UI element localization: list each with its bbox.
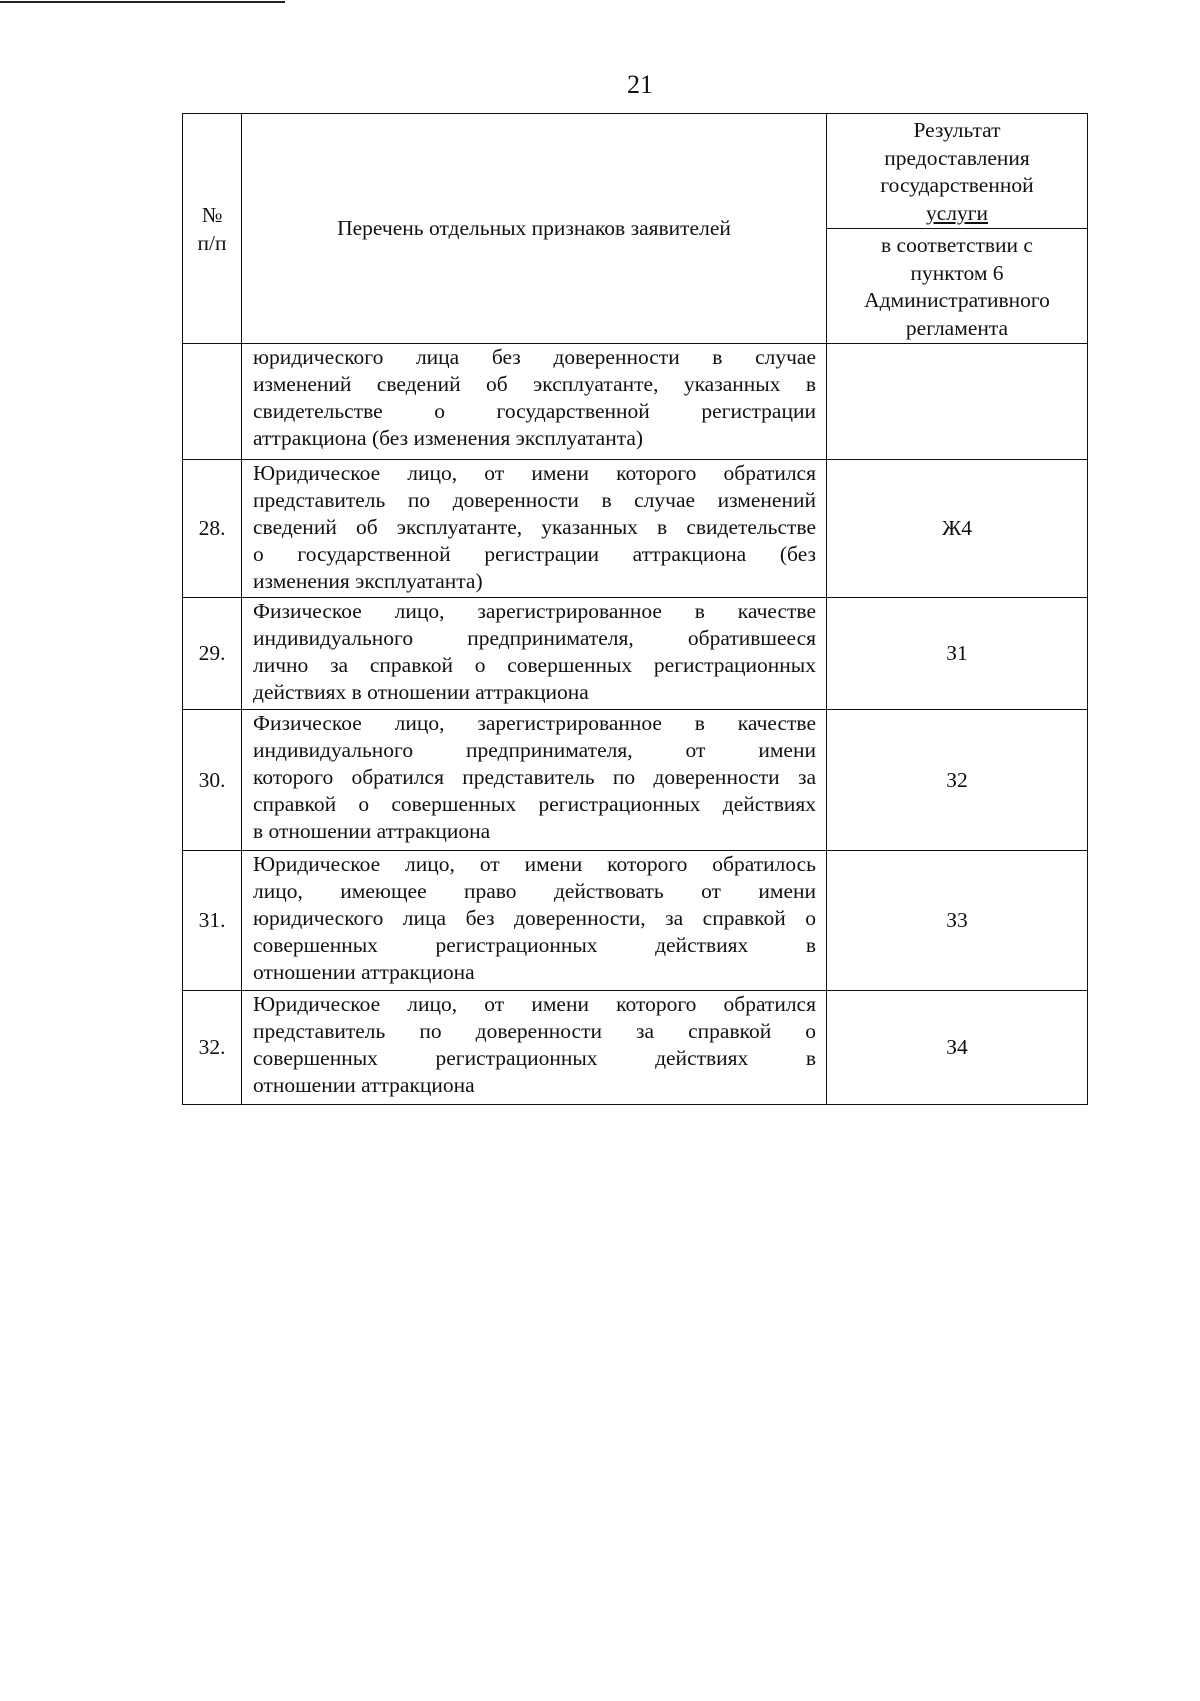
applicant-criteria-table [182,113,1088,1105]
row-criteria-line: о государственной регистрации аттракциона (без [253,542,816,566]
row-criteria-line: Физическое лицо, зарегистрированное в качестве [253,599,816,623]
row-criteria [242,710,827,851]
row-criteria-line: лицо, имеющее право действовать от имени [253,879,816,903]
row-criteria-line: аттракциона (без изменения эксплуатанта) [253,426,644,450]
row-criteria-line: индивидуального предпринимателя, обратившееся [253,626,816,650]
table-row [183,460,1088,598]
row-number: 28. [183,460,242,598]
header-result-line: государственной [880,173,1034,197]
row-criteria-line: свидетельстве о государственной регистрации [253,399,816,423]
header-result-line: услуги [925,200,989,225]
row-criteria-line: изменения эксплуатанта) [253,569,483,593]
row-criteria-line: которого обратился представитель по доверенности за [253,765,816,789]
row-result: З4 [827,991,1088,1105]
row-criteria-line: действиях в отношении аттракциона [253,680,589,704]
row-criteria-line: совершенных регистрационных действиях в [253,1046,816,1070]
row-result: З1 [827,598,1088,710]
row-criteria-line: лично за справкой о совершенных регистрационных [253,653,816,677]
header-criteria-label: Перечень отдельных признаков заявителей [337,216,731,240]
row-number: 32. [183,991,242,1105]
row-criteria-line: юридического лица без доверенности, за справкой о [253,906,816,930]
row-result [827,344,1088,460]
header-result-line: Результат [913,118,1001,142]
table-row [183,344,1088,460]
header-number-abbrev: п/п [197,230,227,255]
row-result: З3 [827,851,1088,991]
table-row [183,851,1088,991]
header-result-sub-line: в соответствии с [881,233,1033,257]
row-criteria [242,460,827,598]
row-criteria-line: изменений сведений об эксплуатанте, указанных в [253,372,816,396]
header-number-cell [183,114,242,344]
row-number: 30. [183,710,242,851]
row-result: Ж4 [827,460,1088,598]
row-number [183,344,242,460]
table-row [183,598,1088,710]
header-number-sign: № [201,202,223,227]
row-criteria-line: отношении аттракциона [253,1073,475,1097]
scan-edge-line [0,1,285,3]
header-result-sub-cell [827,229,1088,344]
row-criteria-line: юридического лица без доверенности в случае [253,345,816,369]
row-criteria-line: Юридическое лицо, от имени которого обратился [253,992,816,1016]
header-result-sub-line: Административного [864,288,1050,312]
header-result-sub-line: регламента [905,315,1009,340]
row-criteria [242,598,827,710]
row-criteria-line: Юридическое лицо, от имени которого обратилось [253,852,816,876]
row-criteria-line: отношении аттракциона [253,960,475,984]
row-criteria-line: индивидуального предпринимателя, от имени [253,738,816,762]
row-criteria-line: представитель по доверенности в случае изменений [253,488,816,512]
row-criteria-line: совершенных регистрационных действиях в [253,933,816,957]
page-number: 21 [627,70,653,99]
row-criteria-line: в отношении аттракциона [253,819,491,843]
header-criteria-cell [242,114,827,344]
header-result-cell [827,114,1088,229]
row-criteria-line: представитель по доверенности за справкой о [253,1019,816,1043]
row-criteria [242,851,827,991]
row-number: 29. [183,598,242,710]
header-result-sub-line: пунктом 6 [910,260,1004,285]
row-result: З2 [827,710,1088,851]
row-criteria [242,344,827,460]
row-criteria-line: справкой о совершенных регистрационных действиях [253,792,816,816]
row-number: 31. [183,851,242,991]
row-criteria [242,991,827,1105]
header-result-line: предоставления [884,145,1030,170]
table-header-row [183,114,1088,229]
row-criteria-line: Юридическое лицо, от имени которого обратился [253,461,816,485]
row-criteria-line: Физическое лицо, зарегистрированное в качестве [253,711,816,735]
row-criteria-line: сведений об эксплуатанте, указанных в свидетельстве [253,515,816,539]
table-row [183,991,1088,1105]
table-row [183,710,1088,851]
